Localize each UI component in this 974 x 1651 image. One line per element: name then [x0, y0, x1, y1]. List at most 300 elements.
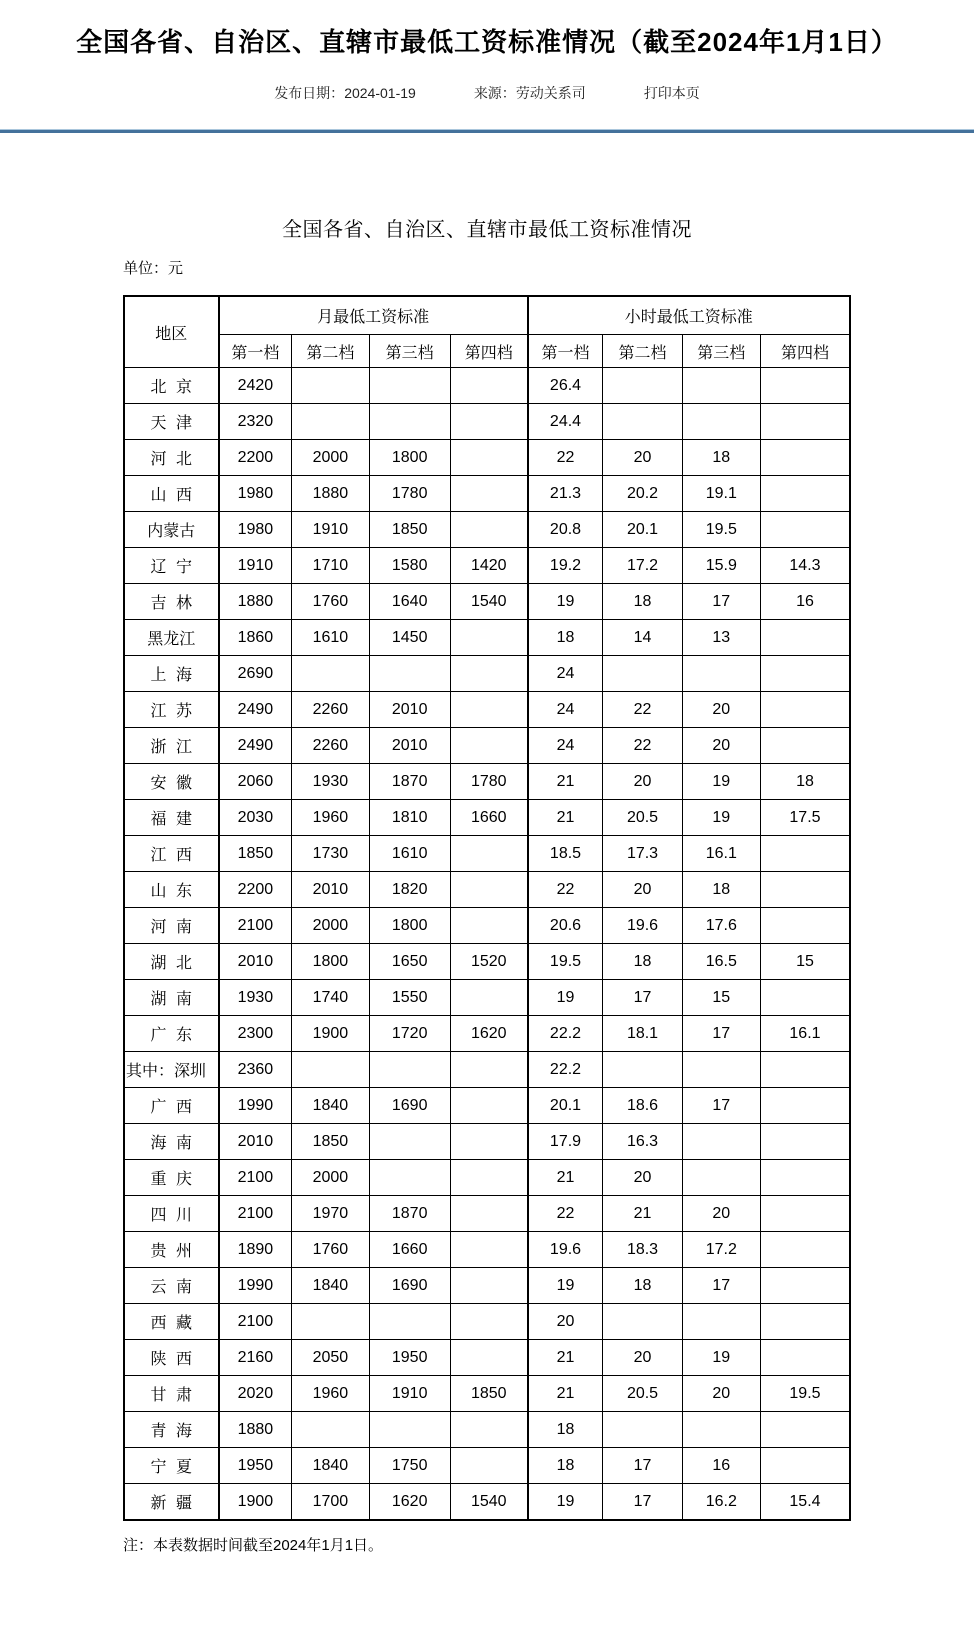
monthly-value-cell: 1800 [292, 944, 369, 980]
hourly-value-cell: 22 [528, 872, 603, 908]
monthly-value-cell: 2050 [292, 1340, 369, 1376]
monthly-value-cell: 2100 [219, 1196, 292, 1232]
hourly-value-cell [760, 728, 850, 764]
monthly-value-cell: 1660 [450, 800, 527, 836]
monthly-value-cell: 2000 [292, 908, 369, 944]
hourly-value-cell: 15.4 [760, 1484, 850, 1521]
region-cell: 江 苏 [124, 692, 219, 728]
hourly-value-cell: 20.1 [603, 512, 682, 548]
hourly-value-cell: 21 [528, 1340, 603, 1376]
hourly-value-cell: 18.5 [528, 836, 603, 872]
monthly-value-cell [450, 872, 527, 908]
monthly-value-cell: 1580 [369, 548, 450, 584]
monthly-value-cell: 1870 [369, 764, 450, 800]
monthly-value-cell [450, 404, 527, 440]
hourly-value-cell: 17 [603, 980, 682, 1016]
hourly-value-cell: 17.2 [603, 548, 682, 584]
hourly-value-cell: 19.5 [760, 1376, 850, 1412]
hourly-value-cell [603, 404, 682, 440]
region-cell: 其中：深圳 [124, 1052, 219, 1088]
table-row [124, 728, 850, 764]
monthly-value-cell: 1690 [369, 1268, 450, 1304]
region-column-header: 地区 [124, 296, 219, 368]
hourly-value-cell [682, 368, 760, 404]
monthly-value-cell: 1910 [219, 548, 292, 584]
monthly-value-cell [450, 1160, 527, 1196]
monthly-value-cell: 2010 [219, 944, 292, 980]
region-cell: 青 海 [124, 1412, 219, 1448]
monthly-value-cell: 2100 [219, 1304, 292, 1340]
monthly-value-cell [450, 512, 527, 548]
hourly-value-cell [760, 476, 850, 512]
hourly-value-cell [760, 1448, 850, 1484]
monthly-value-cell: 2020 [219, 1376, 292, 1412]
hourly-value-cell: 20 [682, 1196, 760, 1232]
hourly-tier-header: 第一档 [528, 335, 603, 368]
hourly-value-cell [760, 836, 850, 872]
monthly-value-cell: 2490 [219, 692, 292, 728]
monthly-value-cell [450, 1448, 527, 1484]
monthly-value-cell [450, 368, 527, 404]
monthly-value-cell: 1970 [292, 1196, 369, 1232]
table-row [124, 800, 850, 836]
region-cell: 山 西 [124, 476, 219, 512]
table-row [124, 764, 850, 800]
monthly-value-cell: 2010 [219, 1124, 292, 1160]
monthly-value-cell: 2010 [292, 872, 369, 908]
hourly-value-cell: 18 [528, 1412, 603, 1448]
monthly-value-cell: 1780 [369, 476, 450, 512]
hourly-value-cell: 14 [603, 620, 682, 656]
hourly-value-cell: 15 [760, 944, 850, 980]
monthly-value-cell: 1840 [292, 1268, 369, 1304]
monthly-value-cell: 1750 [369, 1448, 450, 1484]
region-cell: 四 川 [124, 1196, 219, 1232]
monthly-value-cell: 1910 [292, 512, 369, 548]
monthly-value-cell [450, 980, 527, 1016]
hourly-value-cell [760, 620, 850, 656]
region-cell: 云 南 [124, 1268, 219, 1304]
monthly-value-cell: 2100 [219, 908, 292, 944]
hourly-value-cell: 20 [682, 728, 760, 764]
monthly-value-cell: 2200 [219, 872, 292, 908]
region-cell: 上 海 [124, 656, 219, 692]
hourly-value-cell [760, 872, 850, 908]
monthly-value-cell: 1420 [450, 548, 527, 584]
hourly-value-cell: 24.4 [528, 404, 603, 440]
hourly-value-cell: 22 [603, 728, 682, 764]
monthly-value-cell: 2200 [219, 440, 292, 476]
table-row [124, 836, 850, 872]
hourly-value-cell: 18 [603, 584, 682, 620]
hourly-value-cell: 18 [528, 620, 603, 656]
hourly-value-cell [760, 1196, 850, 1232]
region-cell: 山 东 [124, 872, 219, 908]
monthly-value-cell: 1960 [292, 800, 369, 836]
monthly-value-cell [450, 1340, 527, 1376]
monthly-value-cell [369, 1052, 450, 1088]
hourly-value-cell: 21 [528, 1376, 603, 1412]
hourly-value-cell: 22.2 [528, 1052, 603, 1088]
monthly-value-cell: 1850 [450, 1376, 527, 1412]
source [474, 83, 586, 103]
hourly-value-cell [603, 1052, 682, 1088]
publish-date-value: 2024-01-19 [344, 85, 416, 101]
hourly-value-cell [760, 1412, 850, 1448]
hourly-value-cell: 13 [682, 620, 760, 656]
page-header [0, 0, 974, 133]
hourly-value-cell [603, 1304, 682, 1340]
hourly-value-cell [682, 1124, 760, 1160]
meta-bar [0, 83, 974, 103]
hourly-value-cell [760, 404, 850, 440]
monthly-value-cell [292, 1052, 369, 1088]
table-row [124, 584, 850, 620]
region-cell: 新 疆 [124, 1484, 219, 1521]
region-cell: 安 徽 [124, 764, 219, 800]
hourly-value-cell: 19.2 [528, 548, 603, 584]
monthly-value-cell: 1890 [219, 1232, 292, 1268]
monthly-value-cell: 2690 [219, 656, 292, 692]
hourly-value-cell: 19 [528, 1268, 603, 1304]
monthly-value-cell [450, 1304, 527, 1340]
table-row [124, 1304, 850, 1340]
hourly-value-cell [760, 692, 850, 728]
monthly-value-cell: 1870 [369, 1196, 450, 1232]
monthly-value-cell: 1930 [292, 764, 369, 800]
monthly-value-cell [292, 656, 369, 692]
hourly-value-cell: 20 [603, 872, 682, 908]
monthly-value-cell: 1650 [369, 944, 450, 980]
monthly-value-cell [369, 368, 450, 404]
monthly-value-cell [450, 440, 527, 476]
monthly-value-cell [369, 1412, 450, 1448]
monthly-value-cell: 2060 [219, 764, 292, 800]
monthly-tier-header: 第一档 [219, 335, 292, 368]
hourly-value-cell: 20 [603, 440, 682, 476]
hourly-value-cell: 19.6 [528, 1232, 603, 1268]
region-cell: 天 津 [124, 404, 219, 440]
hourly-value-cell [682, 1304, 760, 1340]
table-row [124, 1160, 850, 1196]
monthly-value-cell [450, 1124, 527, 1160]
hourly-value-cell: 19.1 [682, 476, 760, 512]
monthly-value-cell [450, 1088, 527, 1124]
hourly-value-cell [760, 908, 850, 944]
hourly-value-cell [760, 1160, 850, 1196]
hourly-value-cell: 20 [528, 1304, 603, 1340]
hourly-value-cell [760, 980, 850, 1016]
monthly-value-cell: 1990 [219, 1088, 292, 1124]
hourly-value-cell: 20 [682, 1376, 760, 1412]
monthly-value-cell: 2420 [219, 368, 292, 404]
hourly-value-cell: 22 [603, 692, 682, 728]
table-row [124, 1052, 850, 1088]
region-cell: 海 南 [124, 1124, 219, 1160]
hourly-value-cell: 24 [528, 692, 603, 728]
monthly-value-cell: 1950 [369, 1340, 450, 1376]
monthly-value-cell: 2160 [219, 1340, 292, 1376]
hourly-value-cell [760, 368, 850, 404]
hourly-value-cell [760, 1340, 850, 1376]
hourly-tier-header: 第三档 [682, 335, 760, 368]
monthly-value-cell: 1640 [369, 584, 450, 620]
monthly-value-cell: 1930 [219, 980, 292, 1016]
monthly-value-cell: 2260 [292, 692, 369, 728]
monthly-value-cell: 2010 [369, 692, 450, 728]
hourly-value-cell [760, 1124, 850, 1160]
monthly-value-cell: 1950 [219, 1448, 292, 1484]
monthly-value-cell [369, 656, 450, 692]
hourly-value-cell [682, 656, 760, 692]
hourly-value-cell: 14.3 [760, 548, 850, 584]
page-title: 全国各省、自治区、直辖市最低工资标准情况（截至2024年1月1日） [76, 27, 898, 57]
hourly-value-cell: 15 [682, 980, 760, 1016]
hourly-value-cell: 19 [682, 800, 760, 836]
table-row [124, 656, 850, 692]
monthly-value-cell [450, 728, 527, 764]
table-row [124, 1376, 850, 1412]
monthly-value-cell: 1900 [219, 1484, 292, 1521]
hourly-value-cell [760, 656, 850, 692]
monthly-value-cell: 1860 [219, 620, 292, 656]
monthly-value-cell: 1730 [292, 836, 369, 872]
monthly-value-cell: 2300 [219, 1016, 292, 1052]
monthly-value-cell [450, 836, 527, 872]
hourly-value-cell: 16.5 [682, 944, 760, 980]
region-cell: 辽 宁 [124, 548, 219, 584]
region-cell: 内蒙古 [124, 512, 219, 548]
monthly-value-cell: 1520 [450, 944, 527, 980]
monthly-value-cell: 1990 [219, 1268, 292, 1304]
table-row [124, 872, 850, 908]
monthly-value-cell: 2000 [292, 440, 369, 476]
table-row [124, 1124, 850, 1160]
table-row [124, 1412, 850, 1448]
hourly-value-cell: 21 [603, 1196, 682, 1232]
hourly-value-cell: 20 [603, 1340, 682, 1376]
monthly-value-cell: 1540 [450, 584, 527, 620]
table-row [124, 1340, 850, 1376]
hourly-value-cell: 19.5 [682, 512, 760, 548]
monthly-value-cell: 1850 [292, 1124, 369, 1160]
hourly-value-cell: 16 [682, 1448, 760, 1484]
monthly-value-cell: 1800 [369, 908, 450, 944]
monthly-value-cell: 1850 [219, 836, 292, 872]
monthly-tier-header: 第四档 [450, 335, 527, 368]
publish-date [274, 83, 416, 103]
monthly-value-cell: 1690 [369, 1088, 450, 1124]
hourly-value-cell: 20.2 [603, 476, 682, 512]
monthly-value-cell: 1960 [292, 1376, 369, 1412]
region-cell: 黑龙江 [124, 620, 219, 656]
hourly-value-cell: 19 [528, 584, 603, 620]
hourly-value-cell [682, 1160, 760, 1196]
hourly-value-cell: 18 [760, 764, 850, 800]
region-cell: 福 建 [124, 800, 219, 836]
table-row [124, 404, 850, 440]
table-row [124, 1448, 850, 1484]
hourly-value-cell [760, 1232, 850, 1268]
monthly-value-cell [450, 1052, 527, 1088]
source-label: 来源： [473, 85, 516, 101]
hourly-value-cell: 19 [528, 1484, 603, 1521]
hourly-value-cell: 18.6 [603, 1088, 682, 1124]
table-row [124, 1232, 850, 1268]
hourly-value-cell: 22.2 [528, 1016, 603, 1052]
hourly-value-cell [760, 1304, 850, 1340]
region-cell: 宁 夏 [124, 1448, 219, 1484]
table-note: 注：本表数据时间截至2024年1月1日。 [123, 1537, 384, 1554]
hourly-value-cell [760, 1052, 850, 1088]
region-cell: 江 西 [124, 836, 219, 872]
hourly-value-cell [603, 368, 682, 404]
region-cell: 广 西 [124, 1088, 219, 1124]
monthly-value-cell [369, 1304, 450, 1340]
hourly-value-cell: 19.6 [603, 908, 682, 944]
monthly-value-cell: 1620 [369, 1484, 450, 1521]
hourly-value-cell: 18.1 [603, 1016, 682, 1052]
hourly-value-cell: 20 [603, 1160, 682, 1196]
hourly-value-cell: 20 [603, 764, 682, 800]
monthly-value-cell [292, 1412, 369, 1448]
table-row [124, 1484, 850, 1521]
monthly-value-cell: 2320 [219, 404, 292, 440]
region-cell: 浙 江 [124, 728, 219, 764]
hourly-value-cell: 18 [682, 440, 760, 476]
monthly-value-cell: 1720 [369, 1016, 450, 1052]
monthly-value-cell: 2000 [292, 1160, 369, 1196]
hourly-value-cell: 19 [682, 764, 760, 800]
hourly-value-cell: 16.2 [682, 1484, 760, 1521]
monthly-value-cell: 1910 [369, 1376, 450, 1412]
hourly-value-cell: 17 [682, 584, 760, 620]
monthly-value-cell [369, 404, 450, 440]
monthly-value-cell [450, 692, 527, 728]
unit-label: 单位：元 [123, 260, 184, 277]
table-row [124, 512, 850, 548]
table-title: 全国各省、自治区、直辖市最低工资标准情况 [282, 219, 692, 241]
monthly-value-cell: 1610 [369, 836, 450, 872]
hourly-value-cell [682, 1052, 760, 1088]
hourly-tier-header: 第四档 [760, 335, 850, 368]
monthly-value-cell: 2010 [369, 728, 450, 764]
monthly-value-cell: 2260 [292, 728, 369, 764]
hourly-value-cell: 18 [603, 1268, 682, 1304]
region-cell: 重 庆 [124, 1160, 219, 1196]
monthly-value-cell: 1800 [369, 440, 450, 476]
monthly-value-cell [450, 1412, 527, 1448]
monthly-value-cell [450, 620, 527, 656]
monthly-tier-header: 第二档 [292, 335, 369, 368]
monthly-value-cell: 1780 [450, 764, 527, 800]
monthly-value-cell [369, 1124, 450, 1160]
monthly-value-cell: 1840 [292, 1448, 369, 1484]
print-page-link[interactable]: 打印本页 [643, 85, 700, 101]
monthly-value-cell: 1850 [369, 512, 450, 548]
monthly-value-cell: 2100 [219, 1160, 292, 1196]
table-row [124, 620, 850, 656]
hourly-value-cell [760, 1268, 850, 1304]
monthly-value-cell [450, 1268, 527, 1304]
monthly-value-cell [450, 476, 527, 512]
hourly-tier-header: 第二档 [603, 335, 682, 368]
monthly-value-cell: 1710 [292, 548, 369, 584]
monthly-value-cell: 2360 [219, 1052, 292, 1088]
monthly-value-cell: 1820 [369, 872, 450, 908]
source-value: 劳动关系司 [515, 85, 586, 101]
hourly-value-cell: 20.5 [603, 1376, 682, 1412]
table-row [124, 692, 850, 728]
hourly-value-cell: 21 [528, 800, 603, 836]
hourly-value-cell [760, 440, 850, 476]
region-cell: 湖 南 [124, 980, 219, 1016]
monthly-value-cell [292, 368, 369, 404]
hourly-value-cell: 21.3 [528, 476, 603, 512]
hourly-value-cell: 22 [528, 1196, 603, 1232]
hourly-value-cell: 17.6 [682, 908, 760, 944]
monthly-value-cell [450, 656, 527, 692]
monthly-value-cell: 2030 [219, 800, 292, 836]
monthly-value-cell: 1980 [219, 512, 292, 548]
hourly-value-cell: 16 [760, 584, 850, 620]
hourly-value-cell [682, 404, 760, 440]
hourly-section-header: 小时最低工资标准 [528, 296, 850, 335]
table-row [124, 440, 850, 476]
monthly-value-cell: 1540 [450, 1484, 527, 1521]
hourly-value-cell: 16.1 [760, 1016, 850, 1052]
monthly-value-cell: 1900 [292, 1016, 369, 1052]
table-row [124, 368, 850, 404]
monthly-value-cell: 1740 [292, 980, 369, 1016]
hourly-value-cell: 24 [528, 656, 603, 692]
region-cell: 河 南 [124, 908, 219, 944]
hourly-value-cell: 17.9 [528, 1124, 603, 1160]
publish-date-label: 发布日期： [274, 85, 345, 101]
table-row [124, 548, 850, 584]
hourly-value-cell: 22 [528, 440, 603, 476]
region-cell: 陕 西 [124, 1340, 219, 1376]
region-cell: 湖 北 [124, 944, 219, 980]
hourly-value-cell: 20.8 [528, 512, 603, 548]
hourly-value-cell: 17 [603, 1484, 682, 1521]
monthly-value-cell: 1980 [219, 476, 292, 512]
hourly-value-cell: 20.5 [603, 800, 682, 836]
monthly-value-cell: 1810 [369, 800, 450, 836]
hourly-value-cell: 20.6 [528, 908, 603, 944]
hourly-value-cell: 21 [528, 764, 603, 800]
hourly-value-cell: 16.1 [682, 836, 760, 872]
hourly-value-cell: 19 [682, 1340, 760, 1376]
hourly-value-cell: 20.1 [528, 1088, 603, 1124]
region-cell: 贵 州 [124, 1232, 219, 1268]
table-row [124, 944, 850, 980]
monthly-value-cell: 1550 [369, 980, 450, 1016]
monthly-value-cell: 1700 [292, 1484, 369, 1521]
hourly-value-cell: 17 [682, 1088, 760, 1124]
monthly-value-cell [292, 1304, 369, 1340]
monthly-value-cell: 1760 [292, 584, 369, 620]
hourly-value-cell [760, 1088, 850, 1124]
hourly-value-cell: 17 [682, 1016, 760, 1052]
table-row [124, 1196, 850, 1232]
region-cell: 西 藏 [124, 1304, 219, 1340]
hourly-value-cell: 26.4 [528, 368, 603, 404]
table-row [124, 980, 850, 1016]
hourly-value-cell: 17.2 [682, 1232, 760, 1268]
region-cell: 北 京 [124, 368, 219, 404]
region-cell: 吉 林 [124, 584, 219, 620]
